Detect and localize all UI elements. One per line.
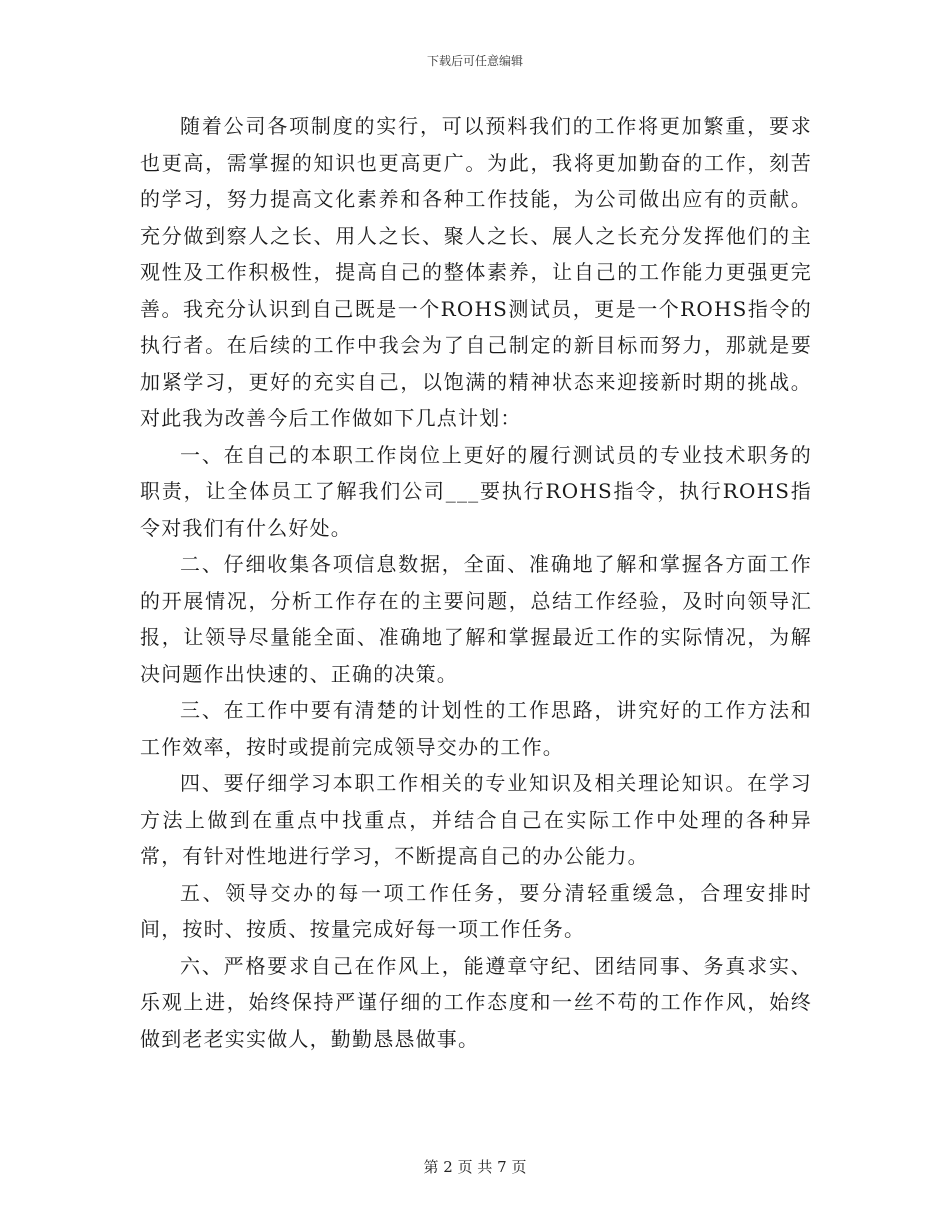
- document-body: [140, 108, 812, 1057]
- body-paragraph-plan-6: 六、严格要求自己在作风上，能遵章守纪、团结同事、务真求实、乐观上进，始终保持严谨仔细的工作态度和一丝不苟的工作作风，始终做到老老实实做人，勤勤恳恳做事。: [140, 953, 812, 1051]
- body-paragraph-plan-5: 五、领导交办的每一项工作任务，要分清轻重缓急，合理安排时间，按时、按质、按量完成好每一项工作任务。: [140, 880, 812, 941]
- page-header-note: 下载后可任意编辑: [426, 54, 523, 68]
- body-paragraph-plan-1: 一、在自己的本职工作岗位上更好的履行测试员的专业技术职务的职责，让全体员工了解我们公司___要执行ROHS指令，执行ROHS指令对我们有什么好处。: [140, 442, 812, 540]
- body-paragraph-plan-3: 三、在工作中要有清楚的计划性的工作思路，讲究好的工作方法和工作效率，按时或提前完成领导交办的工作。: [140, 698, 812, 759]
- body-paragraph-intro: 随着公司各项制度的实行，可以预料我们的工作将更加繁重，要求也更高，需掌握的知识也更高更广。为此，我将更加勤奋的工作，刻苦的学习，努力提高文化素养和各种工作技能，为公司做出应有的贡献。充分做到察人之长、用人之长、聚人之长、展人之长充分发挥他们的主观性及工作积极性，提高自己的整体素养，让自己的工作能力更强更完善。我充分认识到自己既是一个ROHS测试员，更是一个ROHS指令的执行者。在后续的工作中我会为了自己制定的新目标而努力，那就是要加紧学习，更好的充实自己，以饱满的精神状态来迎接新时期的挑战。对此我为改善今后工作做如下几点计划：: [140, 114, 812, 430]
- page-number-footer: 第 2 页 共 7 页: [423, 1158, 527, 1176]
- body-paragraph-plan-2: 二、仔细收集各项信息数据，全面、准确地了解和掌握各方面工作的开展情况，分析工作存在的主要问题，总结工作经验，及时向领导汇报，让领导尽量能全面、准确地了解和掌握最近工作的实际情况，为解决问题作出快速的、正确的决策。: [140, 552, 812, 686]
- body-paragraph-plan-4: 四、要仔细学习本职工作相关的专业知识及相关理论知识。在学习方法上做到在重点中找重点，并结合自己在实际工作中处理的各种异常，有针对性地进行学习，不断提高自己的办公能力。: [140, 771, 812, 868]
